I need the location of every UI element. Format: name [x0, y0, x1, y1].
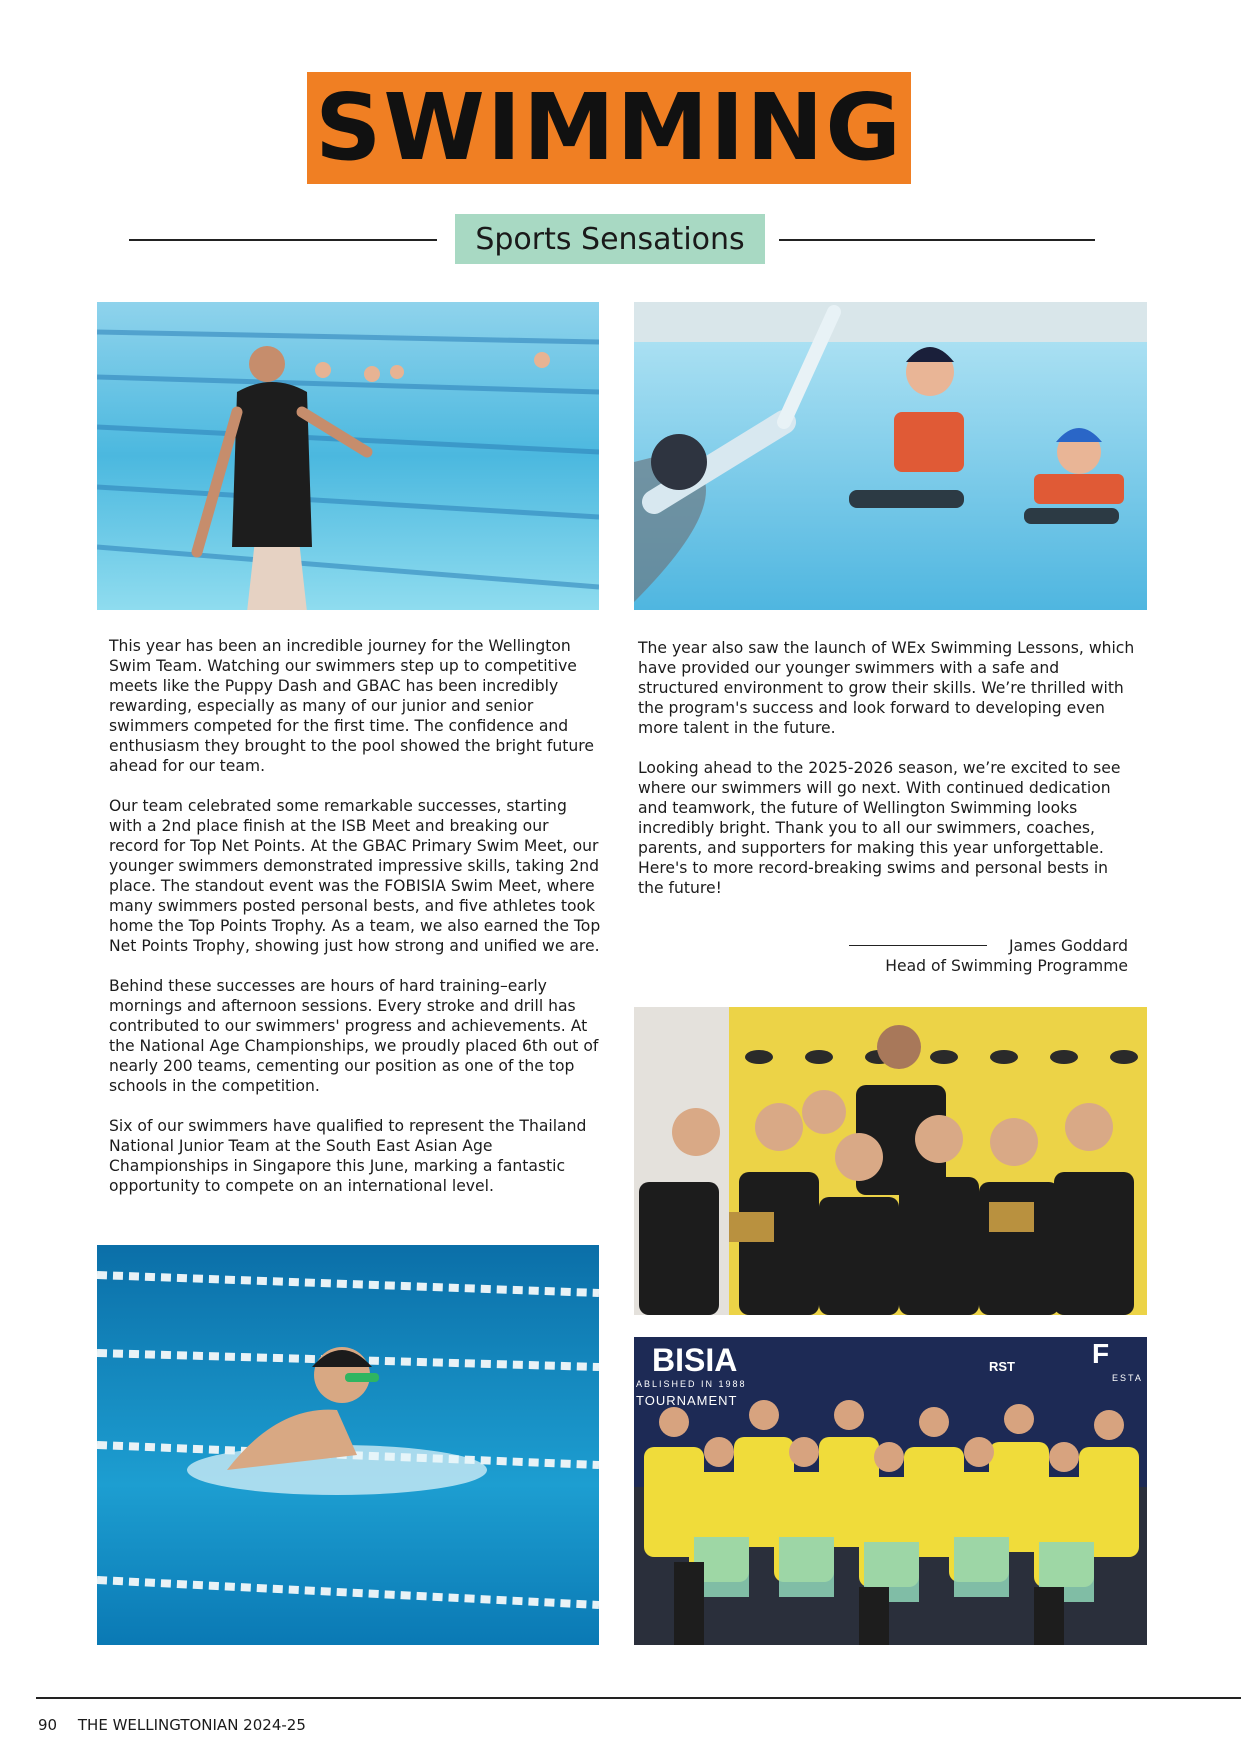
page-title-banner [307, 72, 911, 184]
signature-block [640, 936, 1128, 976]
photo-swim-lesson [634, 302, 1147, 610]
signature-role: Head of Swimming Programme [885, 957, 1128, 975]
publication-name: THE WELLINGTONIAN 2024-25 [77, 1716, 306, 1734]
article-paragraph: Our team celebrated some remarkable successes, starting with a 2nd place finish at the ISB Meet and breaking our record for Top Net Points. At the GBAC Primary Swim Meet, our younger swimmers demonstrated impressive skills, taking 2nd place. The standout event was the FOBISIA Swim Meet, where many swimmers posted personal bests, and five athletes took home the Top Points Trophy. As a team, we also earned the Top Net Points Trophy, showing just how strong and unified we are. [109, 797, 601, 955]
subtitle-rule-left [129, 239, 437, 241]
article-paragraph: Six of our swimmers have qualified to represent the Thailand National Junior Team at the South East Asian Age Championships in Singapore this June, marking a fantastic opportunity to compete on an international level. [109, 1117, 587, 1195]
banner-text-established: ABLISHED IN 1988 [636, 1379, 747, 1389]
banner-text-left: BISIA [652, 1342, 738, 1378]
subtitle-rule-right [779, 239, 1095, 241]
footer-rule [36, 1697, 1241, 1699]
banner-text-right: F [1092, 1338, 1110, 1369]
photo-team-trophies [634, 1007, 1147, 1315]
banner-text-right-sub: ESTA [1112, 1373, 1143, 1383]
photo-breaststroke-swimmer [97, 1245, 599, 1645]
signature-name: James Goddard [1008, 937, 1128, 955]
article-paragraph: The year also saw the launch of WEx Swimming Lessons, which have provided our younger swimmers with a safe and structured environment to grow their skills. We’re thrilled with the program's success and look forward to developing even more talent in the future. [638, 639, 1135, 737]
page-number: 90 [38, 1716, 58, 1734]
photo-coach-poolside [97, 302, 599, 610]
banner-text-tournament: TOURNAMENT [636, 1393, 738, 1408]
page-footer [38, 1716, 306, 1734]
page-title: SWIMMING [315, 74, 903, 181]
banner-logo-text: RST [989, 1359, 1015, 1374]
subtitle: Sports Sensations [475, 221, 745, 257]
article-paragraph: Looking ahead to the 2025-2026 season, we’re excited to see where our swimmers will go next. With continued dedication and teamwork, the future of Wellington Swimming looks incredibly bright. Thank you to all our swimmers, coaches, parents, and supporters for making this year unforgettable. Here's to more record-breaking swims and personal bests in the future! [638, 759, 1121, 897]
article-paragraph: Behind these successes are hours of hard training–early mornings and afternoon sessions. Every stroke and drill has contributed to our swimmers' progress and achievements. At the National Age Championships, we proudly placed 6th out of nearly 200 teams, cementing our position as one of the top schools in the competition. [109, 977, 599, 1095]
article-paragraph: This year has been an incredible journey for the Wellington Swim Team. Watching our swimmers step up to competitive meets like the Puppy Dash and GBAC has been incredibly rewarding, especially as many of our junior and senior swimmers competed for the first time. The confidence and enthusiasm they brought to the pool showed the bright future ahead for our team. [109, 637, 594, 775]
right-article-text [638, 638, 1135, 918]
photo-fobisia-team [634, 1337, 1147, 1645]
subtitle-banner [455, 214, 765, 264]
left-article-text [109, 636, 601, 1216]
